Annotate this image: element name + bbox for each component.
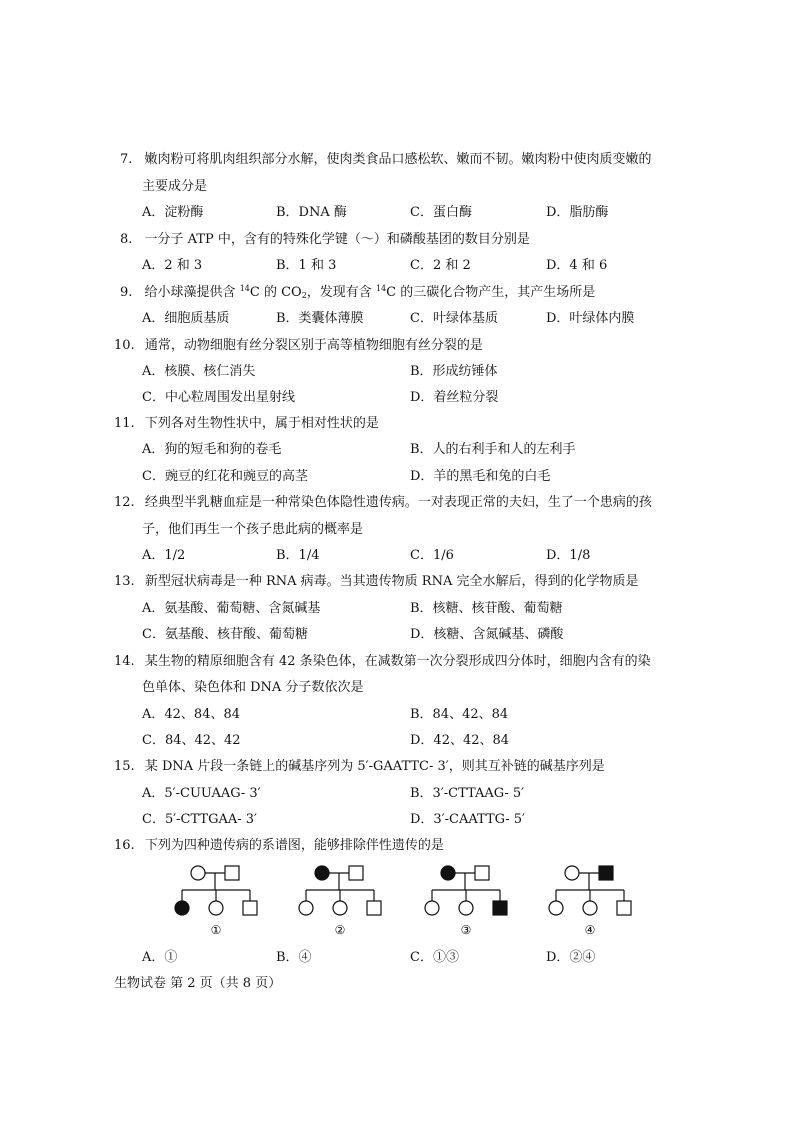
unaffected-female-symbol: [191, 866, 205, 880]
page-footer: 生物试卷 第 2 页（共 8 页）: [114, 976, 282, 991]
pedigree-1: [175, 866, 257, 937]
unaffected-male-symbol: [475, 866, 489, 880]
unaffected-female-symbol: [549, 901, 563, 915]
pedigree-2: [299, 866, 381, 937]
option-a: A．淀粉酶: [142, 205, 204, 220]
option-b: B．1 和 3: [276, 258, 337, 273]
question-15: [114, 758, 605, 776]
affected-female-symbol: [175, 901, 189, 915]
option-c: C．84、42、42: [142, 733, 241, 748]
question-10: [114, 337, 483, 355]
question-number: 9.: [120, 285, 133, 300]
text-part: 给小球藻提供含: [144, 285, 240, 300]
question-16: [114, 837, 444, 855]
option-c: C．中心粒周围发出星射线: [142, 390, 295, 405]
option-c: C．2 和 2: [410, 258, 471, 273]
affected-female-symbol: [441, 866, 455, 880]
question-text: 某 DNA 片段一条链上的碱基序列为 5′-GAATTC- 3′，则其互补链的碱基序列是: [144, 759, 605, 774]
option-d: D．脂肪酶: [546, 205, 609, 220]
option-b: B．核糖、核苷酸、葡萄糖: [410, 601, 563, 616]
option-a: A．氨基酸、葡萄糖、含氮碱基: [142, 601, 321, 616]
question-text: 下列为四种遗传病的系谱图，能够排除伴性遗传的是: [144, 838, 444, 853]
unaffected-female-symbol: [425, 901, 439, 915]
unaffected-female-symbol: [459, 901, 473, 915]
option-d: D．着丝粒分裂: [410, 390, 499, 405]
question-text-cont: 主要成分是: [142, 179, 208, 194]
affected-male-symbol: [493, 901, 507, 915]
unaffected-male-symbol: [349, 866, 363, 880]
question-number: 15.: [114, 759, 135, 774]
question-text-cont: 子，他们再生一个孩子患此病的概率是: [142, 522, 364, 537]
question-number: 14.: [114, 654, 135, 669]
unaffected-male-symbol: [367, 901, 381, 915]
option-d: D．核糖、含氮碱基、磷酸: [410, 627, 564, 642]
option-b: B．人的右利手和人的左利手: [410, 442, 576, 457]
option-c: C．叶绿体基质: [410, 311, 498, 326]
option-c: C．①③: [410, 950, 459, 965]
unaffected-female-symbol: [583, 901, 597, 915]
unaffected-female-symbol: [209, 901, 223, 915]
pedigree-label: ③: [460, 923, 472, 937]
option-a: A．狗的短毛和狗的卷毛: [142, 442, 282, 457]
unaffected-female-symbol: [299, 901, 313, 915]
pedigree-label: ②: [334, 923, 346, 937]
option-b: B．3′-CTTAAG- 5′: [410, 786, 525, 801]
unaffected-female-symbol: [565, 866, 579, 880]
question-9: [120, 284, 595, 302]
pedigree-label: ①: [210, 923, 222, 937]
question-text: 通常，动物细胞有丝分裂区别于高等植物细胞有丝分裂的是: [144, 338, 483, 353]
isotope-superscript: 14: [375, 284, 387, 293]
option-d: D．羊的黑毛和兔的白毛: [410, 469, 551, 484]
text-part: C 的 CO: [249, 285, 302, 300]
option-b: B．1/4: [276, 548, 320, 563]
option-d: D．42、42、84: [410, 733, 510, 748]
option-a: A．①: [142, 950, 178, 965]
unaffected-male-symbol: [225, 866, 239, 880]
question-text-cont: 色单体、染色体和 DNA 分子数依次是: [142, 680, 364, 695]
question-text: 经典型半乳糖血症是一种常染色体隐性遗传病。一对表现正常的夫妇，生了一个患病的孩: [144, 495, 652, 510]
affected-male-symbol: [599, 866, 613, 880]
text-part: C 的三碳化合物产生，其产生场所是: [386, 285, 596, 300]
isotope-superscript: 14: [239, 284, 250, 293]
question-13: [114, 573, 638, 591]
question-14: [114, 653, 651, 671]
unaffected-female-symbol: [333, 901, 347, 915]
option-c: C．5′-CTTGAA- 3′: [142, 812, 258, 827]
option-c: C．豌豆的红花和豌豆的高茎: [142, 469, 308, 484]
question-text: 一分子 ATP 中，含有的特殊化学键（～）和磷酸基团的数目分别是: [144, 232, 530, 247]
question-number: 16.: [114, 838, 135, 853]
option-d: D．4 和 6: [546, 258, 608, 273]
question-8: [120, 231, 530, 249]
option-c: C．氨基酸、核苷酸、葡萄糖: [142, 627, 308, 642]
question-text: 某生物的精原细胞含有 42 条染色体，在减数第一次分裂形成四分体时，细胞内含有的染: [144, 654, 651, 669]
question-number: 7.: [120, 152, 133, 167]
question-7: [120, 151, 652, 169]
option-a: A．5′-CUUAAG- 3′: [142, 786, 261, 801]
pedigree-4: [549, 866, 631, 937]
option-b: B．DNA 酶: [276, 205, 347, 220]
option-c: C．1/6: [410, 548, 454, 563]
option-b: B．④: [276, 950, 312, 965]
unaffected-male-symbol: [243, 901, 257, 915]
option-c: C．蛋白酶: [410, 205, 472, 220]
question-12: [114, 494, 652, 512]
option-d: D．1/8: [546, 548, 591, 563]
pedigree-figure: [160, 860, 640, 940]
text-part: ，发现有含: [306, 285, 376, 300]
question-number: 12.: [114, 495, 135, 510]
option-b: B．形成纺锤体: [410, 364, 498, 379]
question-number: 13.: [114, 574, 135, 589]
affected-female-symbol: [315, 866, 329, 880]
option-d: D．3′-CAATTG- 5′: [410, 812, 526, 827]
option-a: A．细胞质基质: [142, 311, 230, 326]
option-d: D．叶绿体内膜: [546, 311, 635, 326]
question-text: 新型冠状病毒是一种 RNA 病毒。当其遗传物质 RNA 完全水解后，得到的化学物质是: [144, 574, 639, 589]
option-d: D．②④: [546, 950, 596, 965]
option-b: B．84、42、84: [410, 707, 509, 722]
unaffected-male-symbol: [617, 901, 631, 915]
option-b: B．类囊体薄膜: [276, 311, 364, 326]
question-text: 下列各对生物性状中，属于相对性状的是: [144, 416, 379, 431]
question-text: [145, 285, 596, 300]
pedigree-3: [425, 866, 507, 937]
question-number: 10.: [114, 338, 135, 353]
option-a: A．2 和 3: [142, 258, 203, 273]
question-number: 11.: [114, 416, 135, 431]
option-a: A．42、84、84: [142, 707, 241, 722]
pedigree-groups: [175, 866, 631, 937]
question-11: [114, 415, 379, 433]
option-a: A．1/2: [142, 548, 186, 563]
subscript: 2: [301, 291, 307, 300]
question-text: 嫩肉粉可将肌肉组织部分水解，使肉类食品口感松软、嫩而不韧。嫩肉粉中使肉质变嫩的: [144, 152, 652, 167]
pedigree-label: ④: [584, 923, 596, 937]
question-number: 8.: [120, 232, 133, 247]
option-a: A．核膜、核仁消失: [142, 364, 256, 379]
